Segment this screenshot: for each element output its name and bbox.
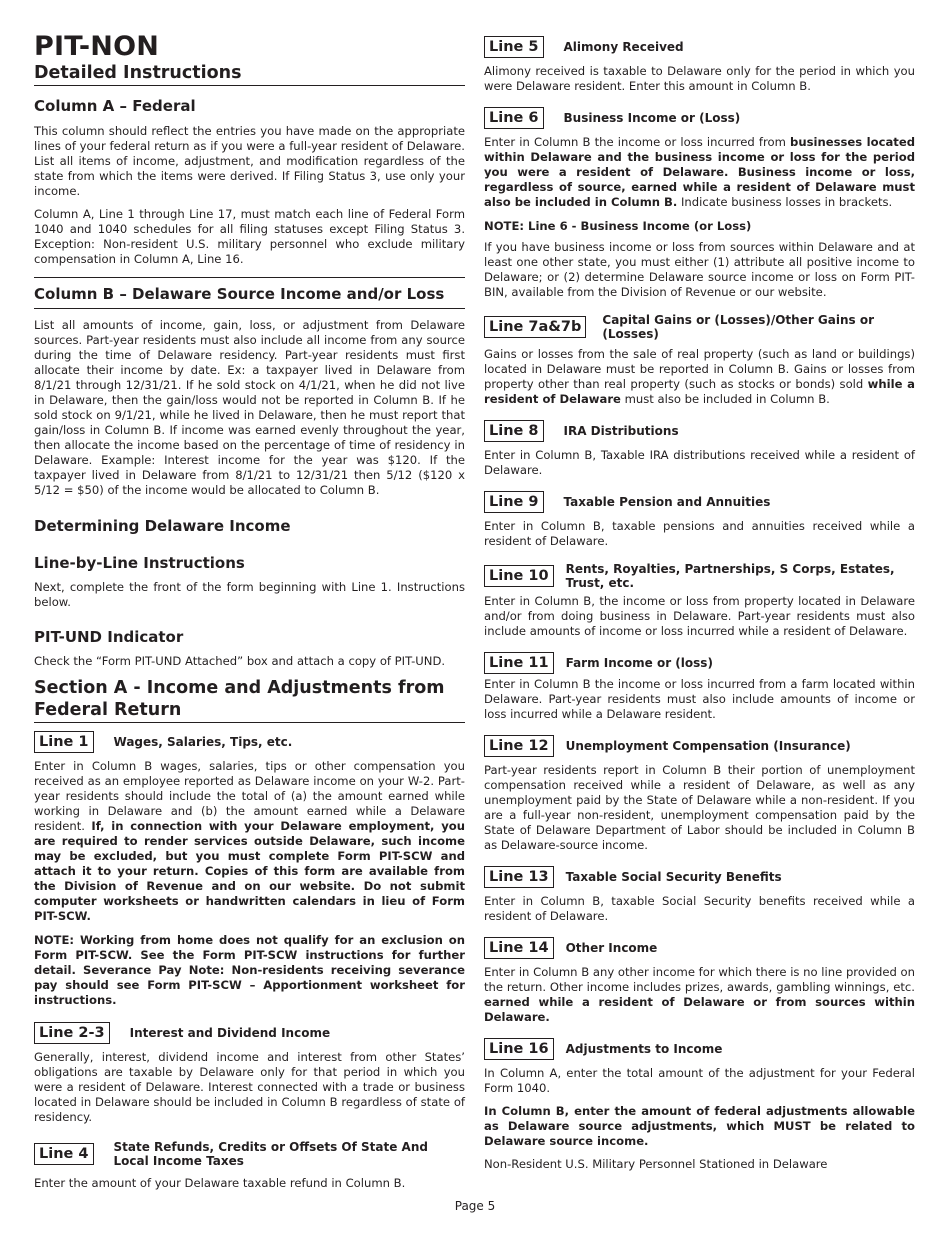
line-9-header	[484, 491, 915, 513]
line-5-paragraph: Alimony received is taxable to Delaware only for the period in which you were Delaware resident. Enter this amount in Column B.	[484, 64, 915, 93]
column-a-paragraph-1: This column should reflect the entries you have made on the appropriate lines of your federal return as if you were a full-year resident of Delaware. List all items of income, adjustment, and modification regardless of the state from which the items were derived. If Filing Status 3, use only your income.	[34, 124, 465, 198]
line-2-3-paragraph: Generally, interest, dividend income and interest from other States’ obligations are taxable by Delaware only for that period in which you were a resident of Delaware. Interest connected with a trade or business located in Delaware should be included in Column B regardless of state of residency.	[34, 1050, 465, 1124]
line-12-header	[484, 735, 915, 757]
line-10-paragraph: Enter in Column B, the income or loss from property located in Delaware and/or from doing business in Delaware. Part-year residents must also include amounts of income or loss incurred while a resident of Delaware.	[484, 594, 915, 638]
column-a-heading: Column A – Federal	[34, 97, 196, 115]
line-5-header	[484, 36, 915, 58]
line-13-title: Taxable Social Security Benefits	[565, 870, 782, 884]
line-10-header	[484, 562, 915, 590]
determining-heading: Determining Delaware Income	[34, 517, 291, 535]
line-7-text-c: must also be included in Column B.	[620, 392, 830, 406]
line-7-text-a: Gains or losses from the sale of real property (such as land or buildings) located in Delaware must be reported in Column B. Gains or losses from property other than real property (such as stocks or bonds) sold	[484, 347, 915, 391]
line-9-title: Taxable Pension and Annuities	[563, 495, 771, 509]
line-16-title: Adjustments to Income	[565, 1042, 723, 1056]
line-4-header	[34, 1140, 465, 1168]
line-16-header	[484, 1038, 915, 1060]
line-14-paragraph	[484, 965, 915, 1025]
line-1-header	[34, 731, 465, 753]
line-7-title: Capital Gains or (Losses)/Other Gains or (Losses)	[602, 313, 875, 341]
page-subtitle: Detailed Instructions	[34, 62, 465, 86]
line-9-label: Line 9	[484, 491, 544, 513]
line-16-paragraph-2: In Column B, enter the amount of federal adjustments allowable as Delaware source adjustments, which MUST be related to Delaware source income.	[484, 1104, 915, 1148]
line-12-label: Line 12	[484, 735, 554, 757]
line-1-label: Line 1	[34, 731, 94, 753]
line-6-header	[484, 107, 915, 129]
line-2-3-label: Line 2-3	[34, 1022, 110, 1044]
line-2-3-title: Interest and Dividend Income	[129, 1026, 331, 1040]
line-1-title: Wages, Salaries, Tips, etc.	[113, 735, 293, 749]
line-1-text: Enter in Column B wages, salaries, tips or other compensation you received as an employee reported as Delaware income on your W-2. Part-year residents should include the total of (a) the amount earned while working in Delaware and (b) the amount earned while a Delaware resident.	[34, 759, 465, 833]
line-4-label: Line 4	[34, 1143, 94, 1165]
line-10-label: Line 10	[484, 565, 554, 587]
line-2-3-header	[34, 1022, 465, 1044]
line-16-paragraph-3: Non-Resident U.S. Military Personnel Stationed in Delaware	[484, 1157, 828, 1171]
line-8-header	[484, 420, 915, 442]
line-1-paragraph	[34, 759, 465, 924]
line-by-line-heading: Line-by-Line Instructions	[34, 554, 245, 572]
line-7-header	[484, 313, 915, 341]
left-column	[34, 32, 465, 1191]
column-a-paragraph-2: Column A, Line 1 through Line 17, must match each line of Federal Form 1040 and 1040 schedules for all filing statuses except Filing Status 3. Exception: Non-resident U.S. military personnel who exclude military compensation in Column A, Line 16.	[34, 207, 465, 266]
column-b-heading: Column B – Delaware Source Income and/or Loss	[34, 285, 465, 309]
pit-und-paragraph: Check the “Form PIT-UND Attached” box and attach a copy of PIT-UND.	[34, 654, 446, 668]
line-10-title: Rents, Royalties, Partnerships, S Corps, Estates, Trust, etc.	[565, 562, 895, 590]
line-6-label: Line 6	[484, 107, 544, 129]
line-9-paragraph: Enter in Column B, taxable pensions and annuities received while a resident of Delaware.	[484, 519, 915, 548]
line-1-note: NOTE: Working from home does not qualify for an exclusion on Form PIT-SCW. See the Form PIT-SCW instructions for further detail. Severance Pay Note: Non-residents receiving severance pay should see Form PIT-SCW – Apportionment worksheet for instructions.	[34, 933, 465, 1007]
line-14-bold-text: earned while a resident of Delaware or from sources within Delaware.	[484, 995, 915, 1024]
line-by-line-paragraph: Next, complete the front of the form beginning with Line 1. Instructions below.	[34, 580, 465, 609]
page-title: PIT-NON	[34, 31, 160, 62]
line-13-header	[484, 866, 915, 888]
line-1-bold-text: If, in connection with your Delaware employment, you are required to render services outside Delaware, such income may be excluded, but you must complete Form PIT-SCW and attach it to your return. Copies of this form are available from the Division of Revenue and on our website. Do not submit computer worksheets or handwritten calendars in lieu of Form PIT-SCW.	[34, 819, 465, 923]
line-7-paragraph	[484, 347, 915, 407]
line-6-text-c: Indicate business losses in brackets.	[677, 195, 893, 209]
column-b-paragraph: List all amounts of income, gain, loss, or adjustment from Delaware sources. Part-year residents must also include all income from any source during the time of Delaware residency. Part-year residents must first allocate their income by date. Ex: a taxpayer lived in Delaware from 8/1/21 through 12/31/21. If he sold stock on 4/1/21, when he did not live in Delaware, then the gain/loss would not be reported in Column B. If he sold stock on 9/1/21, while he lived in Delaware, then he must report that gain/loss in Column B. If income was earned evenly throughout the year, then allocate the income based on the percentage of time of residency in Delaware. Example: Interest income for the year was $120. If the taxpayer lived in Delaware from 8/1/21 to 12/31/21 then 5/12 ($120 x 5/12 = $50) of the income would be allocated to Column B.	[34, 318, 465, 497]
line-5-title: Alimony Received	[563, 40, 684, 54]
line-7-label: Line 7a&7b	[484, 316, 586, 338]
column-b-block	[34, 277, 465, 309]
line-13-paragraph: Enter in Column B, taxable Social Security benefits received while a resident of Delaware.	[484, 894, 915, 923]
line-14-text: Enter in Column B any other income for which there is no line provided on the return. Other income includes prizes, awards, gambling winnings, etc.	[484, 965, 915, 994]
line-14-header	[484, 937, 915, 959]
line-14-label: Line 14	[484, 937, 554, 959]
line-4-paragraph: Enter the amount of your Delaware taxable refund in Column B.	[34, 1176, 406, 1190]
line-5-label: Line 5	[484, 36, 544, 58]
line-4-title: State Refunds, Credits or Offsets Of State And Local Income Taxes	[113, 1140, 428, 1168]
right-column	[484, 36, 915, 1172]
line-6-bold-text: businesses located within Delaware and the business income or loss for the period you were a resident of Delaware. Business income or loss, regardless of source, earned while a resident of Delaware must also be included in Column B.	[484, 135, 915, 209]
line-6-note-heading: NOTE: Line 6 - Business Income (or Loss)	[484, 219, 752, 233]
line-8-label: Line 8	[484, 420, 544, 442]
line-6-title: Business Income or (Loss)	[563, 111, 741, 125]
line-6-paragraph	[484, 135, 915, 210]
line-14-title: Other Income	[565, 941, 658, 955]
line-8-paragraph: Enter in Column B, Taxable IRA distributions received while a resident of Delaware.	[484, 448, 915, 477]
line-6-note-paragraph: If you have business income or loss from sources within Delaware and at least one other state, you must either (1) attribute all positive income to Delaware; or (2) determine Delaware source income or loss on Form PIT-BIN, available from the Division of Revenue or our website.	[484, 240, 915, 299]
line-11-label: Line 11	[484, 652, 554, 674]
line-16-paragraph-1: In Column A, enter the total amount of the adjustment for your Federal Form 1040.	[484, 1066, 915, 1095]
line-13-label: Line 13	[484, 866, 554, 888]
line-11-paragraph: Enter in Column B the income or loss incurred from a farm located within Delaware. Part-year residents must also include amounts of income or loss incurred while a Delaware resident.	[484, 677, 915, 721]
line-11-header	[484, 652, 915, 674]
pit-und-heading: PIT-UND Indicator	[34, 628, 184, 646]
page-number: Page 5	[454, 1199, 496, 1213]
line-7-bold-text: while a resident of Delaware	[484, 377, 915, 406]
line-16-label: Line 16	[484, 1038, 554, 1060]
line-11-title: Farm Income or (loss)	[565, 656, 713, 670]
section-a-heading: Section A - Income and Adjustments from Federal Return	[34, 677, 465, 723]
line-12-title: Unemployment Compensation (Insurance)	[565, 739, 851, 753]
line-8-title: IRA Distributions	[563, 424, 679, 438]
line-6-text-a: Enter in Column B the income or loss incurred from	[484, 135, 791, 149]
line-12-paragraph: Part-year residents report in Column B their portion of unemployment compensation received while a resident of Delaware, as well as any unemployment paid by the State of Delaware while a non-resident. If you are a full-year non-resident, unemployment compensation paid by the State of Delaware Department of Labor should be included in Column B as Delaware-source income.	[484, 763, 915, 852]
